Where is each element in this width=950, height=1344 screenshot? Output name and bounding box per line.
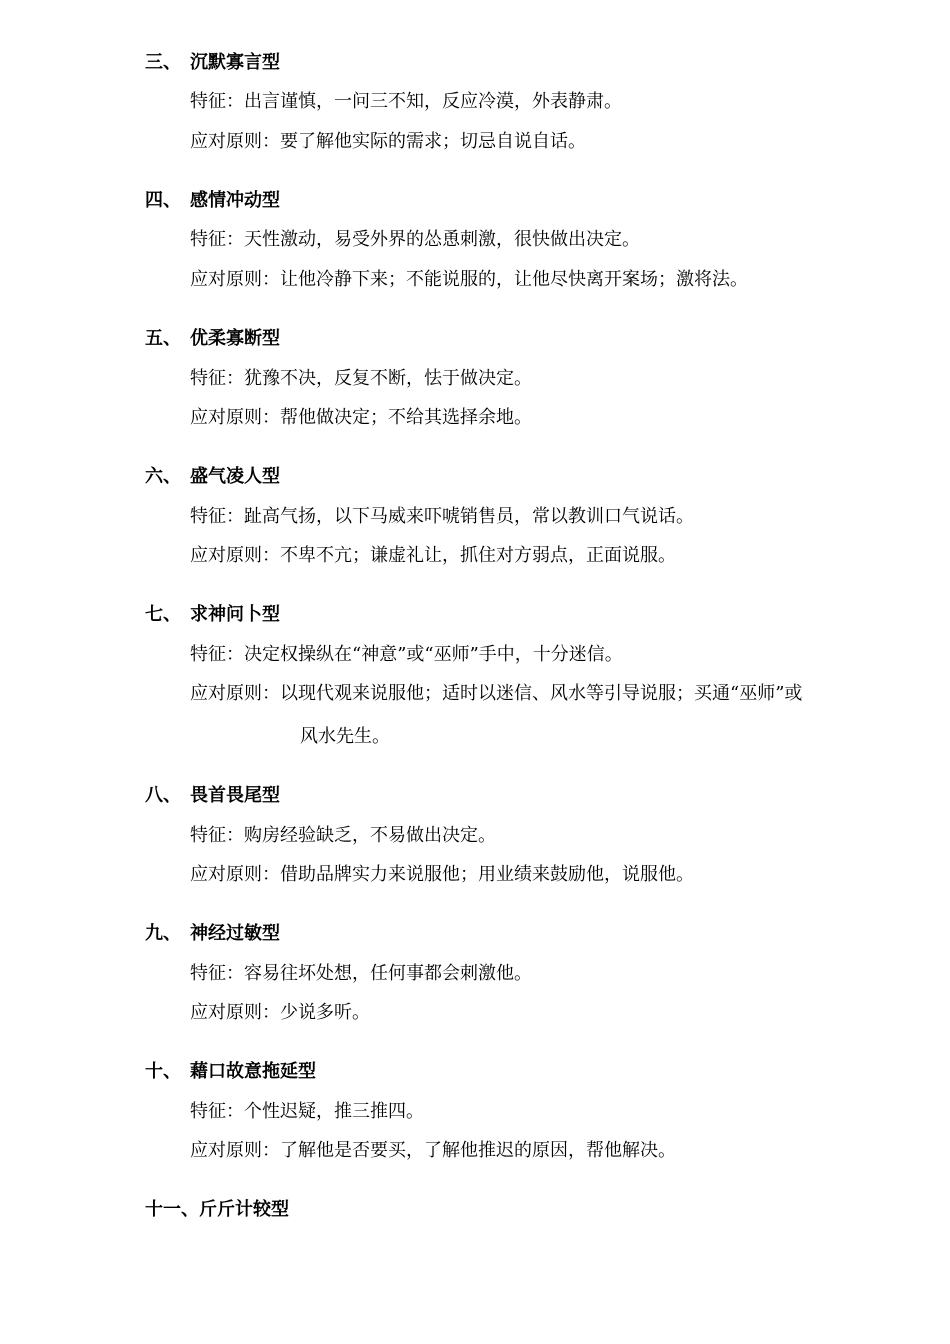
section-title: 优柔寡断型 xyxy=(190,328,280,349)
section-number: 六、 xyxy=(145,466,181,487)
principle-text: 应对原则：借助品牌实力来说服他；用业绩来鼓励他，说服他。 xyxy=(190,864,694,885)
section-heading xyxy=(145,465,280,489)
section-title: 求神问卜型 xyxy=(190,604,280,625)
section-title: 畏首畏尾型 xyxy=(190,785,280,806)
feature-text: 特征：犹豫不决，反复不断，怯于做决定。 xyxy=(190,368,532,389)
section-number: 十、 xyxy=(145,1061,181,1082)
section-number: 四、 xyxy=(145,190,181,211)
section-number: 九、 xyxy=(145,923,181,944)
feature-text: 特征：个性迟疑，推三推四。 xyxy=(190,1101,424,1122)
section-number: 七、 xyxy=(145,604,181,625)
section-heading xyxy=(145,327,280,351)
section-title: 藉口故意拖延型 xyxy=(190,1061,316,1082)
section-heading xyxy=(145,603,280,627)
section-heading xyxy=(145,922,280,946)
principle-text: 应对原则：要了解他实际的需求；切忌自说自话。 xyxy=(190,131,586,152)
section-heading xyxy=(145,784,280,808)
section-number: 五、 xyxy=(145,328,181,349)
principle-text: 应对原则：了解他是否要买，了解他推迟的原因，帮他解决。 xyxy=(190,1140,676,1161)
feature-text: 特征：决定权操纵在“神意”或“巫师”手中，十分迷信。 xyxy=(190,644,623,665)
feature-text: 特征：出言谨慎，一问三不知，反应冷漠，外表静肃。 xyxy=(190,91,622,112)
principle-text-continued: 风水先生。 xyxy=(300,726,390,747)
section-heading xyxy=(145,1060,316,1084)
section-heading xyxy=(145,189,280,213)
section-title: 斤斤计较型 xyxy=(199,1199,289,1220)
principle-text: 应对原则：不卑不亢；谦虚礼让，抓住对方弱点，正面说服。 xyxy=(190,545,676,566)
section-title: 盛气凌人型 xyxy=(190,466,280,487)
principle-text: 应对原则：以现代观来说服他；适时以迷信、风水等引导说服；买通“巫师”或 xyxy=(190,683,803,704)
principle-text: 应对原则：少说多听。 xyxy=(190,1002,370,1023)
feature-text: 特征：趾高气扬，以下马威来吓唬销售员，常以教训口气说话。 xyxy=(190,506,694,527)
section-title: 感情冲动型 xyxy=(190,190,280,211)
section-title: 沉默寡言型 xyxy=(190,52,280,73)
feature-text: 特征：购房经验缺乏，不易做出决定。 xyxy=(190,825,496,846)
feature-text: 特征：天性激动，易受外界的怂恿刺激，很快做出决定。 xyxy=(190,229,640,250)
principle-text: 应对原则：帮他做决定；不给其选择余地。 xyxy=(190,407,532,428)
section-heading xyxy=(145,1198,289,1222)
section-number: 十一、 xyxy=(145,1199,199,1220)
section-number: 三、 xyxy=(145,52,181,73)
section-heading xyxy=(145,51,280,75)
section-number: 八、 xyxy=(145,785,181,806)
principle-text: 应对原则：让他冷静下来；不能说服的，让他尽快离开案场；激将法。 xyxy=(190,269,748,290)
section-title: 神经过敏型 xyxy=(190,923,280,944)
feature-text: 特征：容易往坏处想，任何事都会刺激他。 xyxy=(190,963,532,984)
